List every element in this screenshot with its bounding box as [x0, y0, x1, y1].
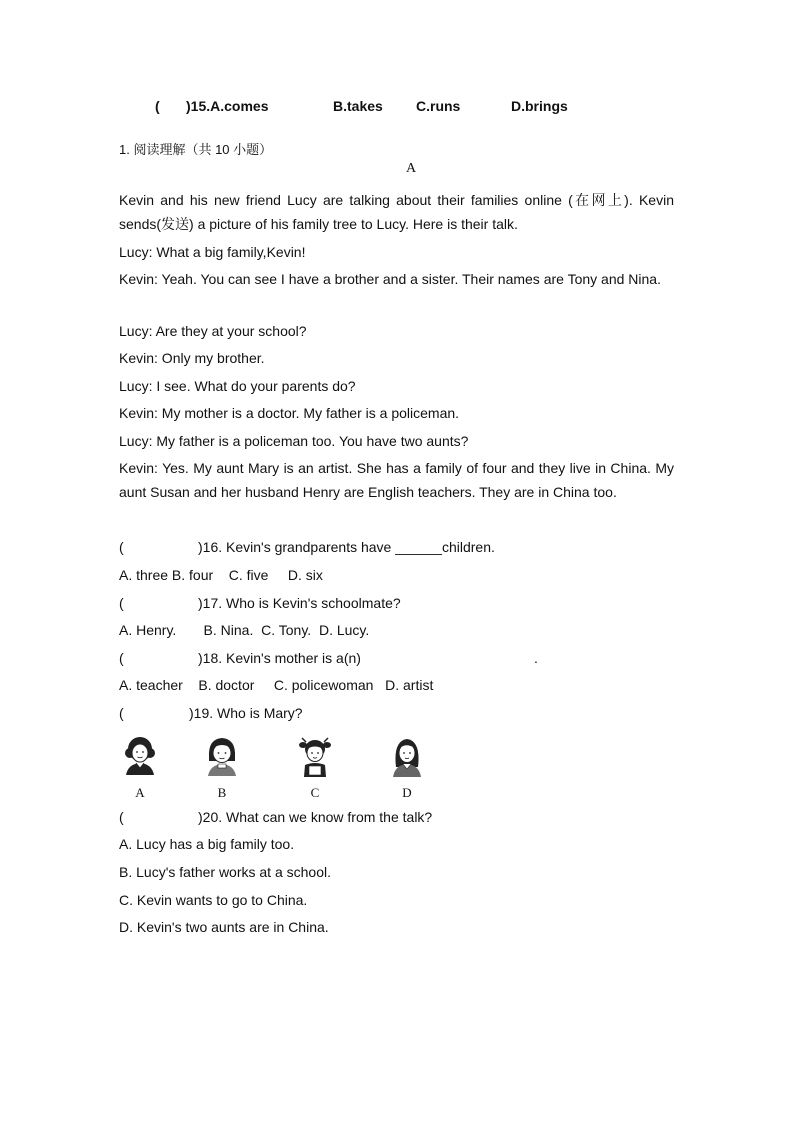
- q19-picture-d: [385, 733, 429, 805]
- q17-paren: (: [119, 595, 124, 611]
- long-hair-woman-icon: [385, 733, 429, 783]
- q19-label-a: A: [135, 785, 145, 800]
- dialogue-line-1: Lucy: What a big family,Kevin!: [119, 244, 306, 260]
- section-heading: 1. 阅读理解（共 10 小题）: [119, 142, 273, 157]
- q20-stem: )20. What can we know from the talk?: [198, 809, 433, 825]
- q19-label-b: B: [217, 785, 227, 800]
- q16-options: A. three B. four C. five D. six: [119, 567, 323, 583]
- passage-letter: A: [406, 161, 417, 176]
- q18-stem: )18. Kevin's mother is a(n): [198, 650, 361, 666]
- q17-stem: )17. Who is Kevin's schoolmate?: [198, 595, 401, 611]
- q17-options: A. Henry. B. Nina. C. Tony. D. Lucy.: [119, 622, 370, 638]
- dialogue-line-3: Lucy: Are they at your school?: [119, 323, 307, 339]
- dialogue-line-8: Kevin: Yes. My aunt Mary is an artist. She has a family of four and they live in China. My aunt Susan and her husband Henry are English teachers. They are in China too.: [119, 460, 674, 500]
- q20-option-d: D. Kevin's two aunts are in China.: [119, 919, 329, 935]
- dialogue-line-2: Kevin: Yeah. You can see I have a brother and a sister. Their names are Tony and Nina.: [119, 271, 661, 287]
- q15-option-d: D.brings: [511, 98, 568, 114]
- q20-option-a: A. Lucy has a big family too.: [119, 836, 295, 852]
- dialogue-line-4: Kevin: Only my brother.: [119, 350, 265, 366]
- q18-options: A. teacher B. doctor C. policewoman D. artist: [119, 677, 434, 693]
- bob-hair-girl-icon: [200, 733, 244, 783]
- q19-label-d: D: [402, 785, 412, 800]
- dialogue-line-5: Lucy: I see. What do your parents do?: [119, 378, 356, 394]
- q20-option-b: B. Lucy's father works at a school.: [119, 864, 331, 880]
- q19-paren: (: [119, 705, 124, 721]
- q18-paren: (: [119, 650, 124, 666]
- q19-picture-b: [200, 733, 244, 805]
- curly-hair-woman-icon: [118, 733, 162, 783]
- q19-picture-a: [118, 733, 162, 805]
- q19-stem: )19. Who is Mary?: [189, 705, 303, 721]
- q15-option-b: B.takes: [333, 98, 383, 114]
- pigtails-girl-icon: [293, 733, 337, 783]
- q15-option-a: )15.A.comes: [186, 98, 269, 114]
- q18-dot: .: [534, 650, 538, 666]
- q20-paren: (: [119, 809, 124, 825]
- passage-intro: Kevin and his new friend Lucy are talking about their families online (在网上). Kevin sends(发送) a picture of his family tree to Lucy. Here is their talk.: [119, 192, 674, 232]
- q16-paren: (: [119, 539, 124, 555]
- dialogue-line-6: Kevin: My mother is a doctor. My father is a policeman.: [119, 405, 460, 421]
- dialogue-line-7: Lucy: My father is a policeman too. You have two aunts?: [119, 433, 469, 449]
- q19-pictures: [120, 733, 450, 805]
- q19-picture-c: [293, 733, 337, 805]
- q16-stem: )16. Kevin's grandparents have ______children.: [198, 539, 495, 555]
- q20-option-c: C. Kevin wants to go to China.: [119, 892, 308, 908]
- q15-paren: (: [155, 98, 160, 114]
- q15-option-c: C.runs: [416, 98, 461, 114]
- q19-label-c: C: [310, 785, 320, 800]
